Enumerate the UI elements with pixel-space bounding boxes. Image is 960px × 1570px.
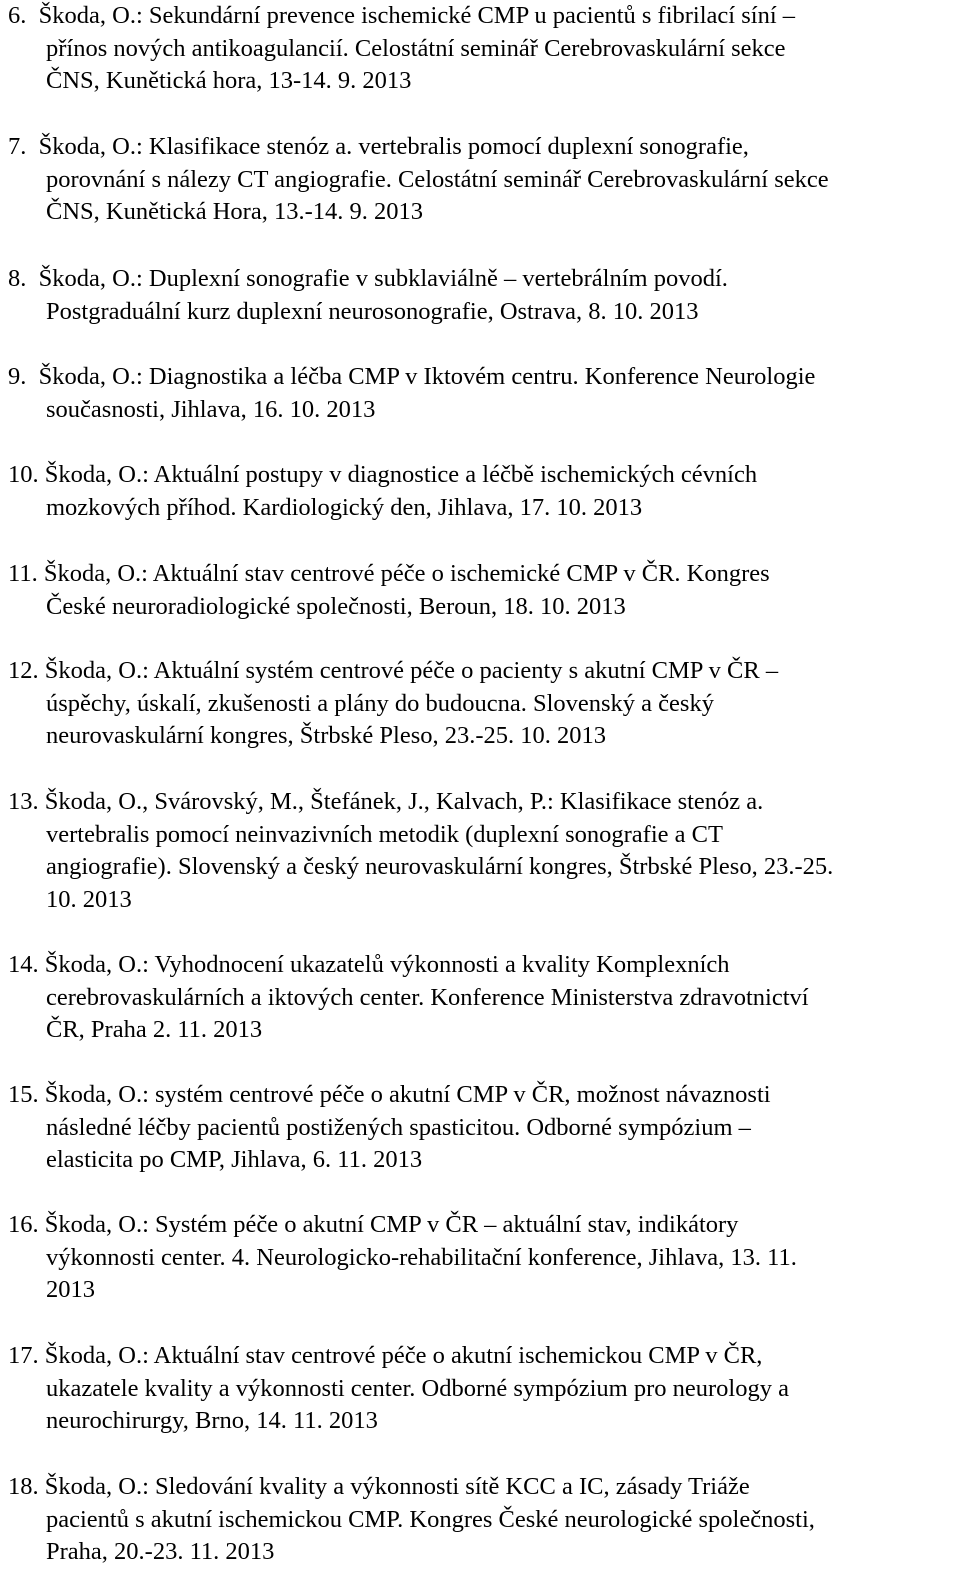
entry-line: 10. Škoda, O.: Aktuální postupy v diagnostice a léčbě ischemických cévních bbox=[8, 461, 758, 488]
entry-line: cerebrovaskulárních a iktových center. Konference Ministerstva zdravotnictví bbox=[46, 983, 809, 1011]
entry-line: 13. Škoda, O., Svárovský, M., Štefánek, J., Kalvach, P.: Klasifikace stenóz a. bbox=[8, 788, 764, 815]
entry-line: ČR, Praha 2. 11. 2013 bbox=[46, 1016, 263, 1044]
entry-line: 18. Škoda, O.: Sledování kvality a výkonnosti sítě KCC a IC, zásady Triáže bbox=[8, 1473, 750, 1500]
entry-line: porovnání s nálezy CT angiografie. Celostátní seminář Cerebrovaskulární sekce bbox=[46, 165, 829, 193]
entry-line: následné léčby pacientů postižených spasticitou. Odborné sympózium – bbox=[46, 1113, 751, 1141]
reference-entry-9 bbox=[8, 361, 958, 426]
entry-line: pacientů s akutní ischemickou CMP. Kongres České neurologické společnosti, bbox=[46, 1505, 815, 1533]
entry-line: 12. Škoda, O.: Aktuální systém centrové péče o pacienty s akutní CMP v ČR – bbox=[8, 657, 779, 684]
entry-line: 7. Škoda, O.: Klasifikace stenóz a. vertebralis pomocí duplexní sonografie, bbox=[8, 133, 749, 160]
reference-entry-7 bbox=[8, 131, 958, 229]
reference-entry-15 bbox=[8, 1079, 958, 1177]
reference-entry-17 bbox=[8, 1340, 958, 1438]
entry-line: elasticita po CMP, Jihlava, 6. 11. 2013 bbox=[46, 1146, 423, 1174]
reference-entry-14 bbox=[8, 949, 958, 1047]
entry-line: Praha, 20.-23. 11. 2013 bbox=[46, 1538, 275, 1566]
reference-entry-6 bbox=[8, 0, 958, 98]
entry-line: 16. Škoda, O.: Systém péče o akutní CMP v ČR – aktuální stav, indikátory bbox=[8, 1211, 739, 1238]
entry-line: 14. Škoda, O.: Vyhodnocení ukazatelů výkonnosti a kvality Komplexních bbox=[8, 951, 730, 978]
entry-line: neurochirurgy, Brno, 14. 11. 2013 bbox=[46, 1407, 378, 1435]
entry-line: 17. Škoda, O.: Aktuální stav centrové péče o akutní ischemickou CMP v ČR, bbox=[8, 1342, 763, 1369]
entry-line: mozkových příhod. Kardiologický den, Jihlava, 17. 10. 2013 bbox=[46, 493, 643, 521]
entry-line: 6. Škoda, O.: Sekundární prevence ischemické CMP u pacientů s fibrilací síní – bbox=[8, 2, 796, 29]
reference-entry-12 bbox=[8, 655, 958, 753]
entry-line: 11. Škoda, O.: Aktuální stav centrové péče o ischemické CMP v ČR. Kongres bbox=[8, 560, 770, 587]
entry-line: 9. Škoda, O.: Diagnostika a léčba CMP v Iktovém centru. Konference Neurologie bbox=[8, 363, 816, 390]
entry-line: výkonnosti center. 4. Neurologicko-rehabilitační konference, Jihlava, 13. 11. bbox=[46, 1243, 797, 1271]
entry-line: úspěchy, úskalí, zkušenosti a plány do budoucna. Slovenský a český bbox=[46, 689, 714, 717]
entry-line: 8. Škoda, O.: Duplexní sonografie v subklaviálně – vertebrálním povodí. bbox=[8, 265, 728, 292]
entry-line: současnosti, Jihlava, 16. 10. 2013 bbox=[46, 395, 376, 423]
entry-line: ČNS, Kunětická Hora, 13.-14. 9. 2013 bbox=[46, 198, 423, 226]
entry-line: ČNS, Kunětická hora, 13-14. 9. 2013 bbox=[46, 67, 412, 95]
entry-line: neurovaskulární kongres, Štrbské Pleso, 23.-25. 10. 2013 bbox=[46, 722, 607, 750]
entry-line: ukazatele kvality a výkonnosti center. Odborné sympózium pro neurology a bbox=[46, 1374, 789, 1402]
reference-entry-8 bbox=[8, 263, 958, 328]
entry-line: 2013 bbox=[46, 1276, 95, 1304]
reference-entry-16 bbox=[8, 1209, 958, 1307]
reference-entry-18 bbox=[8, 1471, 958, 1569]
reference-entry-10 bbox=[8, 459, 958, 524]
reference-entry-11 bbox=[8, 558, 958, 623]
entry-line: Postgraduální kurz duplexní neurosonografie, Ostrava, 8. 10. 2013 bbox=[46, 297, 699, 325]
entry-line: přínos nových antikoagulancií. Celostátní seminář Cerebrovaskulární sekce bbox=[46, 34, 786, 62]
entry-line: angiografie). Slovenský a český neurovaskulární kongres, Štrbské Pleso, 23.-25. bbox=[46, 853, 834, 881]
entry-line: 15. Škoda, O.: systém centrové péče o akutní CMP v ČR, možnost návaznosti bbox=[8, 1081, 771, 1108]
entry-line: vertebralis pomocí neinvazivních metodik (duplexní sonografie a CT bbox=[46, 820, 723, 848]
reference-entry-13 bbox=[8, 786, 958, 917]
entry-line: 10. 2013 bbox=[46, 886, 132, 914]
entry-line: České neuroradiologické společnosti, Beroun, 18. 10. 2013 bbox=[46, 592, 626, 620]
